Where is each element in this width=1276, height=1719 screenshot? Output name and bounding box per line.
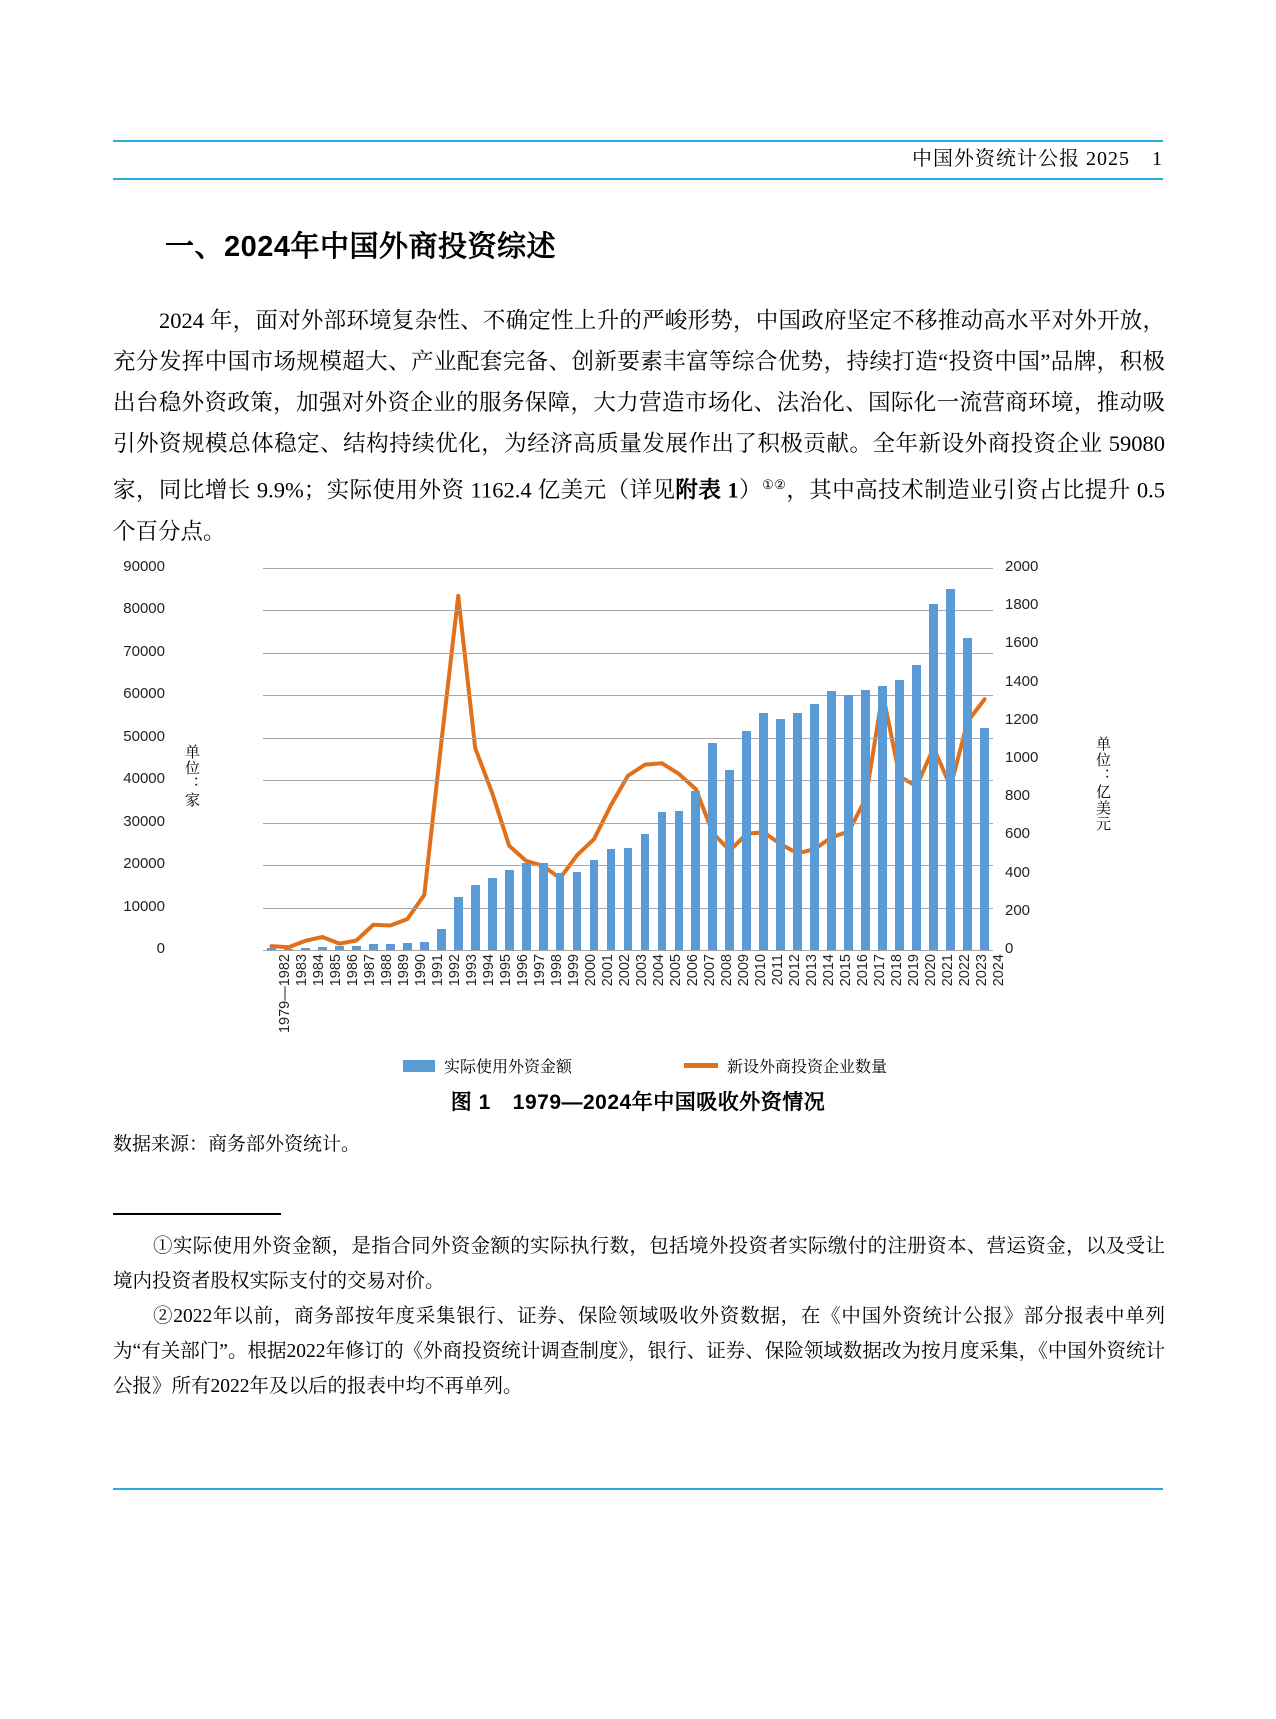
bar-2017	[861, 690, 870, 950]
y-tick-left: 40000	[123, 770, 165, 788]
bar-2022	[946, 589, 955, 950]
bar-1979—1982	[267, 948, 276, 950]
x-tick-label: 2004	[650, 954, 667, 987]
bar-1999	[556, 873, 565, 950]
footnote-marks: ①②	[762, 477, 787, 492]
y-tick-right: 0	[1005, 940, 1014, 957]
body-text-part1: 2024 年，面对外部环境复杂性、不确定性上升的严峻形势，中国政府坚定不移推动高水平对外开放，充分发挥中国市场规模超大、产业配套完备、创新要素丰富等综合优势，持续打造“投资中国”品牌，积极出台稳外资政策，加强对外资企业的服务保障，大力营造市场化、法治化、国际化一流营商环境，推动吸引外资规模总体稳定、结构持续优化，为经济高质量发展作出了积极贡献。全年新设外商投资企业 59080 家，同比增长 9.9%；实际使用外资 1162.4 亿美元（详见	[113, 308, 1165, 503]
x-tick-label: 1979—1982	[277, 954, 294, 1034]
bar-2010	[742, 731, 751, 950]
y-tick-left: 20000	[123, 855, 165, 873]
y-tick-left: 70000	[123, 642, 165, 660]
x-tick-label: 1998	[549, 954, 566, 987]
bar-1993	[454, 897, 463, 950]
x-tick-label: 2005	[667, 954, 684, 987]
bar-1991	[420, 942, 429, 950]
x-tick-label: 1993	[464, 954, 481, 987]
bar-1992	[437, 929, 446, 950]
bar-2006	[675, 811, 684, 950]
x-tick-label: 1996	[515, 954, 532, 987]
footnote-separator	[113, 1213, 281, 1215]
y-axis-right-title: 单位：亿美元	[1094, 736, 1111, 832]
body-paragraph	[113, 300, 1165, 552]
header-rule-bottom	[113, 178, 1163, 180]
y-tick-right: 400	[1005, 863, 1031, 881]
x-tick-label: 1990	[413, 954, 430, 987]
x-tick-label: 1997	[532, 954, 549, 987]
figure-caption-text: 1979—2024年中国吸收外资情况	[512, 1091, 826, 1114]
x-tick-label: 2024	[990, 954, 1007, 987]
x-tick-label: 2000	[583, 954, 600, 987]
bar-2000	[573, 872, 582, 950]
chart-legend	[175, 1054, 1115, 1077]
legend-bar-label: 实际使用外资金额	[443, 1059, 572, 1076]
gridline	[263, 653, 993, 654]
body-text-part2: ）	[738, 477, 763, 503]
y-tick-right: 200	[1005, 901, 1031, 919]
bar-2016	[844, 695, 853, 950]
bar-2001	[590, 860, 599, 950]
legend-item-bars	[403, 1054, 572, 1077]
gridline	[263, 610, 993, 611]
y-tick-right: 1000	[1005, 749, 1039, 766]
y-tick-left: 90000	[123, 558, 165, 575]
header-page-number: 1	[1152, 148, 1163, 170]
x-tick-label: 2012	[786, 954, 803, 987]
bar-1998	[539, 863, 548, 950]
legend-line-label: 新设外商投资企业数量	[727, 1059, 888, 1076]
x-tick-label: 2003	[634, 954, 650, 987]
y-tick-right: 1600	[1005, 634, 1039, 652]
body-text-part3: ，其中高技术制造业引资占比提升 0.5 个百分点。	[113, 477, 1165, 544]
legend-item-line	[684, 1054, 887, 1077]
gridline	[263, 568, 993, 569]
bar-2014	[810, 704, 819, 950]
figure-source-note: 数据来源：商务部外资统计。	[113, 1134, 361, 1155]
y-tick-right: 1200	[1005, 710, 1039, 728]
bar-1997	[522, 863, 531, 950]
x-tick-label: 1984	[311, 954, 328, 987]
x-tick-label: 1995	[498, 954, 515, 987]
figure-caption-label: 图 1	[450, 1091, 491, 1114]
figure-chart	[123, 556, 1115, 1086]
bar-2002	[607, 849, 616, 950]
x-tick-label: 2011	[769, 954, 786, 986]
x-tick-label: 2021	[939, 954, 956, 987]
y-axis-left-title: 单位：家	[183, 744, 200, 808]
y-tick-left: 30000	[123, 812, 165, 830]
bar-1987	[352, 946, 361, 950]
bar-1988	[369, 944, 378, 950]
x-tick-label: 1991	[430, 954, 447, 987]
bar-2020	[912, 665, 921, 950]
legend-bar-swatch-icon	[403, 1060, 435, 1072]
footnotes-block	[113, 1229, 1165, 1404]
figure-caption	[0, 1086, 1276, 1116]
bar-1995	[488, 878, 497, 950]
y-tick-left: 50000	[123, 727, 165, 745]
y-tick-right: 1800	[1005, 596, 1039, 614]
bar-2007	[691, 791, 700, 950]
x-tick-label: 1985	[328, 954, 345, 987]
x-tick-label: 2010	[752, 954, 769, 987]
gridline	[263, 950, 993, 951]
bar-2011	[759, 713, 768, 950]
section-heading: 一、2024年中国外商投资综述	[165, 231, 557, 263]
footer-rule	[113, 1488, 1163, 1490]
bar-1996	[505, 870, 514, 950]
legend-line-swatch-icon	[684, 1063, 718, 1068]
page-header	[912, 142, 1163, 171]
bar-1983	[284, 949, 293, 950]
y-tick-right: 2000	[1005, 558, 1039, 575]
x-tick-label: 1992	[447, 954, 464, 987]
bar-1986	[335, 946, 344, 950]
bar-2021	[929, 604, 938, 950]
x-tick-label: 2002	[617, 954, 634, 987]
x-tick-label: 2006	[684, 954, 701, 987]
plot-area	[263, 568, 993, 950]
y-tick-left: 60000	[123, 685, 165, 703]
x-tick-label: 1999	[566, 954, 583, 987]
x-tick-label: 2013	[803, 954, 820, 987]
bar-1990	[403, 943, 412, 950]
y-tick-right: 1400	[1005, 672, 1039, 690]
x-tick-label: 1987	[362, 954, 379, 987]
bar-2008	[708, 743, 717, 950]
x-tick-label: 2015	[837, 954, 854, 987]
x-tick-label: 2001	[600, 954, 617, 987]
bar-2012	[776, 719, 785, 950]
y-tick-right: 600	[1005, 825, 1031, 843]
header-title: 中国外资统计公报 2025	[912, 148, 1130, 170]
x-tick-label: 1989	[396, 954, 413, 987]
x-tick-label: 2023	[973, 954, 990, 987]
x-tick-label: 1994	[481, 954, 498, 987]
x-tick-label: 2014	[820, 954, 837, 987]
x-tick-label: 2016	[854, 954, 871, 987]
footnote-2: ②2022年以前，商务部按年度采集银行、证券、保险领域吸收外资数据，在《中国外资统计公报》部分报表中单列为“有关部门”。根据2022年修订的《外商投资统计调查制度》，银行、证券、保险领域数据改为按月度采集，《中国外资统计公报》所有2022年及以后的报表中均不再单列。	[113, 1306, 1165, 1397]
bar-2003	[624, 848, 633, 950]
bar-2009	[725, 770, 734, 950]
bar-1984	[301, 948, 310, 950]
x-tick-label: 2022	[956, 954, 973, 987]
body-text-bold-ref: 附表 1	[675, 477, 739, 503]
y-tick-right: 800	[1005, 787, 1031, 805]
x-tick-label: 2018	[888, 954, 905, 987]
x-tick-label: 1983	[294, 954, 311, 987]
bar-2023	[963, 638, 972, 950]
bar-2013	[793, 713, 802, 950]
y-tick-left: 10000	[123, 897, 165, 915]
y-tick-left: 80000	[123, 600, 165, 618]
x-tick-label: 2017	[871, 954, 888, 987]
x-tick-label: 2008	[718, 954, 735, 987]
bar-2018	[878, 686, 887, 950]
y-tick-left: 0	[156, 940, 165, 957]
bar-2019	[895, 680, 904, 950]
x-tick-label: 2019	[905, 954, 922, 987]
footnote-1: ①实际使用外资金额，是指合同外资金额的实际执行数，包括境外投资者实际缴付的注册资本、营运资金，以及受让境内投资者股权实际支付的交易对价。	[113, 1236, 1165, 1292]
x-tick-label: 2020	[922, 954, 939, 987]
bar-2005	[658, 812, 667, 950]
bar-2004	[641, 834, 650, 950]
x-tick-label: 2007	[701, 954, 718, 987]
x-tick-label: 1988	[379, 954, 396, 987]
x-tick-label: 1986	[345, 954, 362, 987]
bar-2015	[827, 691, 836, 950]
bar-1994	[471, 885, 480, 950]
bar-2024	[980, 728, 989, 950]
x-tick-label: 2009	[735, 954, 752, 987]
bar-1989	[386, 944, 395, 950]
bar-1985	[318, 947, 327, 950]
